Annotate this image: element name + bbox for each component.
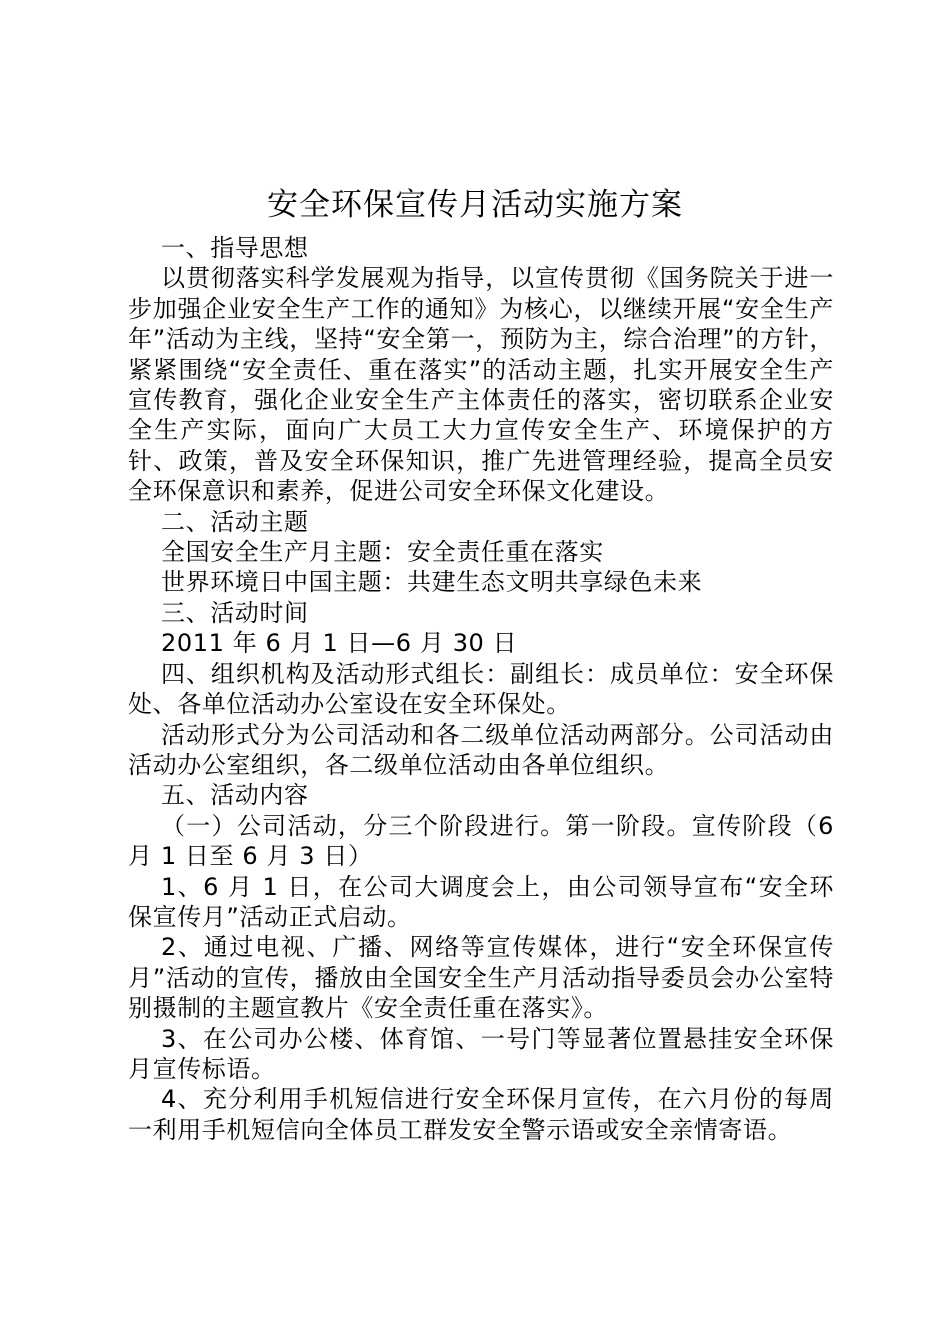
paragraph-activity-format: 活动形式分为公司活动和各二级单位活动两部分。公司活动由活动办公室组织，各二级单位活动由各单位组织。 bbox=[128, 720, 834, 779]
paragraph-item-4: 4、充分利用手机短信进行安全环保月宣传，在六月份的每周一利用手机短信向全体员工群发安全警示语或安全亲情寄语。 bbox=[128, 1085, 834, 1144]
section-heading-activity-time: 三、活动时间 bbox=[161, 598, 309, 627]
section-heading-activity-theme: 二、活动主题 bbox=[161, 507, 309, 536]
paragraph-environment-day-theme: 世界环境日中国主题：共建生态文明共享绿色未来 bbox=[161, 568, 703, 597]
paragraph-guiding-ideology: 以贯彻落实科学发展观为指导，以宣传贯彻《国务院关于进一步加强企业安全生产工作的通知》为核心，以继续开展“安全生产年”活动为主线，坚持“安全第一，预防为主，综合治理”的方针，紧紧围绕“安全责任、重在落实”的活动主题，扎实开展安全生产宣传教育，强化企业安全生产主体责任的落实，密切联系企业安全生产实际，面向广大员工大力宣传安全生产、环境保护的方针、政策，普及安全环保知识，推广先进管理经验，提高全员安全环保意识和素养，促进公司安全环保文化建设。 bbox=[128, 264, 834, 506]
paragraph-item-2: 2、通过电视、广播、网络等宣传媒体，进行“安全环保宣传月”活动的宣传，播放由全国安全生产月活动指导委员会办公室特别摄制的主题宣教片《安全责任重在落实》。 bbox=[128, 933, 834, 1023]
document-title: 安全环保宣传月活动实施方案 bbox=[267, 187, 683, 223]
paragraph-safety-month-theme: 全国安全生产月主题：安全责任重在落实 bbox=[161, 538, 604, 567]
paragraph-activity-dates: 2011 年 6 月 1 日—6 月 30 日 bbox=[161, 629, 518, 658]
document-body bbox=[128, 233, 834, 1145]
paragraph-item-3: 3、在公司办公楼、体育馆、一号门等显著位置悬挂安全环保月宣传标语。 bbox=[128, 1024, 834, 1083]
section-heading-guiding-ideology: 一、指导思想 bbox=[161, 234, 309, 262]
paragraph-company-activity: （一）公司活动，分三个阶段进行。第一阶段。宣传阶段（6 月 1 日至 6 月 3 日） bbox=[128, 811, 834, 871]
section-heading-activity-content: 五、活动内容 bbox=[161, 781, 309, 810]
paragraph-item-1: 1、6 月 1 日，在公司大调度会上，由公司领导宣布“安全环保宣传月”活动正式启动。 bbox=[128, 872, 834, 931]
paragraph-organization: 四、组织机构及活动形式组长：副组长：成员单位：安全环保处、各单位活动办公室设在安全环保处。 bbox=[128, 659, 834, 719]
